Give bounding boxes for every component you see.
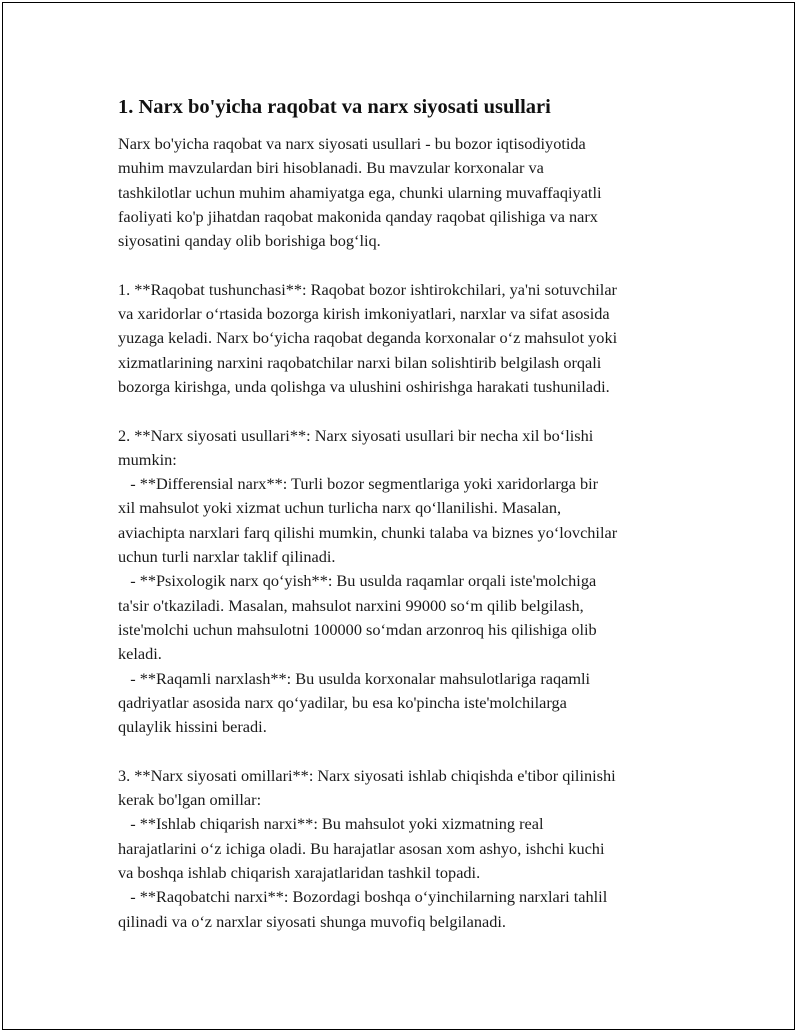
- text-line: 2. **Narx siyosati usullari**: Narx siyosati usullari bir necha xil bo‘lishi: [118, 425, 594, 445]
- text-line: iste'molchi uchun mahsulotni 100000 so‘mdan arzonroq his qilishiga olib: [118, 619, 597, 639]
- text-line: bozorga kirishga, unda qolishga va ulushini oshirishga harakati tushuniladi.: [118, 376, 610, 396]
- paragraph: [118, 132, 698, 253]
- text-line: va xaridorlar o‘rtasida bozorga kirish imkoniyatlari, narxlar va sifat asosida: [118, 304, 610, 324]
- paragraph: [118, 764, 698, 934]
- text-line: aviachipta narxlari farq qilishi mumkin, chunki talaba va biznes yo‘lovchilar: [118, 522, 618, 542]
- text-line: va boshqa ishlab chiqarish xarajatlaridan tashkil topadi.: [118, 862, 481, 882]
- text-line: - **Ishlab chiqarish narxi**: Bu mahsulot yoki xizmatning real: [118, 814, 544, 834]
- paragraph: [118, 278, 698, 399]
- text-line: siyosatini qanday olib borishiga bog‘liq.: [118, 231, 381, 251]
- text-line: 1. **Raqobat tushunchasi**: Raqobat bozor ishtirokchilari, ya'ni sotuvchilar: [118, 279, 617, 299]
- paragraph-list: [118, 132, 698, 934]
- text-line: harajatlarini o‘z ichiga oladi. Bu harajatlar asosan xom ashyo, ishchi kuchi: [118, 838, 605, 858]
- text-line: - **Raqamli narxlash**: Bu usulda korxonalar mahsulotlariga raqamli: [118, 668, 591, 688]
- text-line: muhim mavzulardan biri hisoblanadi. Bu mavzular korxonalar va: [118, 158, 544, 178]
- text-line: - **Differensial narx**: Turli bozor segmentlariga yoki xaridorlarga bir: [118, 474, 599, 494]
- text-line: ta'sir o'tkaziladi. Masalan, mahsulot narxini 99000 so‘m qilib belgilash,: [118, 595, 584, 615]
- text-line: - **Raqobatchi narxi**: Bozordagi boshqa o‘yinchilarning narxlari tahlil: [118, 887, 608, 907]
- text-line: tashkilotlar uchun muhim ahamiyatga ega, chunki ularning muvaffaqiyatli: [118, 182, 602, 202]
- text-line: mumkin:: [118, 449, 177, 469]
- document-body: [118, 94, 698, 958]
- text-line: uchun turli narxlar taklif qilinadi.: [118, 547, 336, 567]
- text-line: yuzaga keladi. Narx bo‘yicha raqobat deganda korxonalar o‘z mahsulot yoki: [118, 328, 618, 348]
- text-line: qadriyatlar asosida narx qo‘yadilar, bu esa ko'pincha iste'molchilarga: [118, 692, 567, 712]
- document-title: 1. Narx bo'yicha raqobat va narx siyosati usullari: [118, 96, 551, 118]
- text-line: - **Psixologik narx qo‘yish**: Bu usulda raqamlar orqali iste'molchiga: [118, 571, 597, 591]
- text-line: kerak bo'lgan omillar:: [118, 790, 262, 810]
- text-line: qulaylik hissini beradi.: [118, 717, 267, 737]
- text-line: xil mahsulot yoki xizmat uchun turlicha narx qo‘llanilishi. Masalan,: [118, 498, 562, 518]
- text-line: Narx bo'yicha raqobat va narx siyosati usullari - bu bozor iqtisodiyotida: [118, 134, 586, 153]
- text-line: xizmatlarining narxini raqobatchilar narxi bilan solishtirib belgilash orqali: [118, 352, 602, 372]
- text-line: 3. **Narx siyosati omillari**: Narx siyosati ishlab chiqishda e'tibor qilinishi: [118, 765, 616, 785]
- text-line: keladi.: [118, 644, 162, 664]
- text-line: qilinadi va o‘z narxlar siyosati shunga muvofiq belgilanadi.: [118, 911, 506, 931]
- text-line: faoliyati ko'p jihatdan raqobat makonida qanday raqobat qilishiga va narx: [118, 206, 598, 226]
- paragraph: [118, 424, 698, 740]
